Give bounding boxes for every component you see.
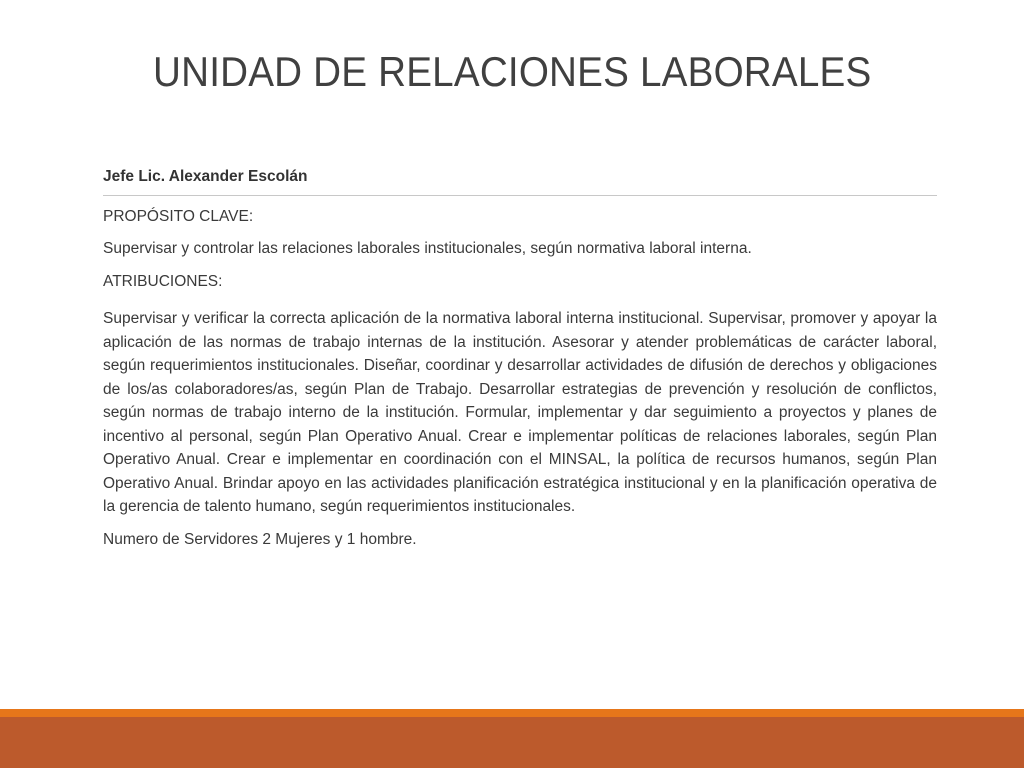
attributions-text: Supervisar y verificar la correcta aplicación de la normativa laboral interna institucional. Supervisar, promover y apoyar la aplicación de las normas de trabajo internas de la institución. Asesorar y atender problemáticas de carácter laboral, según requerimientos institucionales. Diseñar, coordinar y desarrollar actividades de difusión de derechos y obligaciones de los/as colaboradores/as, según Plan de Trabajo. Desarrollar estrategias de prevención y resolución de conflictos, según normas de trabajo interno de la institución. Formular, implementar y dar seguimiento a proyectos y planes de incentivo al personal, según Plan Operativo Anual. Crear e implementar políticas de relaciones laborales, según Plan Operativo Anual. Crear e implementar en coordinación con el MINSAL, la política de recursos humanos, según Plan Operativo Anual. Brindar apoyo en las actividades planificación estratégica institucional y en la planificación operativa de la gerencia de talento humano, según requerimientos institucionales. [103,310,937,515]
attributions-label: ATRIBUCIONES: [103,272,223,290]
servers-count-text: Numero de Servidores 2 Mujeres y 1 hombre. [103,530,417,548]
slide-content [103,165,937,560]
footer-accent-stripe [0,709,1024,717]
footer-bar [0,717,1024,768]
purpose-text: Supervisar y controlar las relaciones laborales institucionales, según normativa laboral interna. [103,240,752,257]
purpose-label: PROPÓSITO CLAVE: [103,207,254,225]
slide-title: UNIDAD DE RELACIONES LABORALES [153,48,872,95]
department-head: Jefe Lic. Alexander Escolán [103,165,937,196]
